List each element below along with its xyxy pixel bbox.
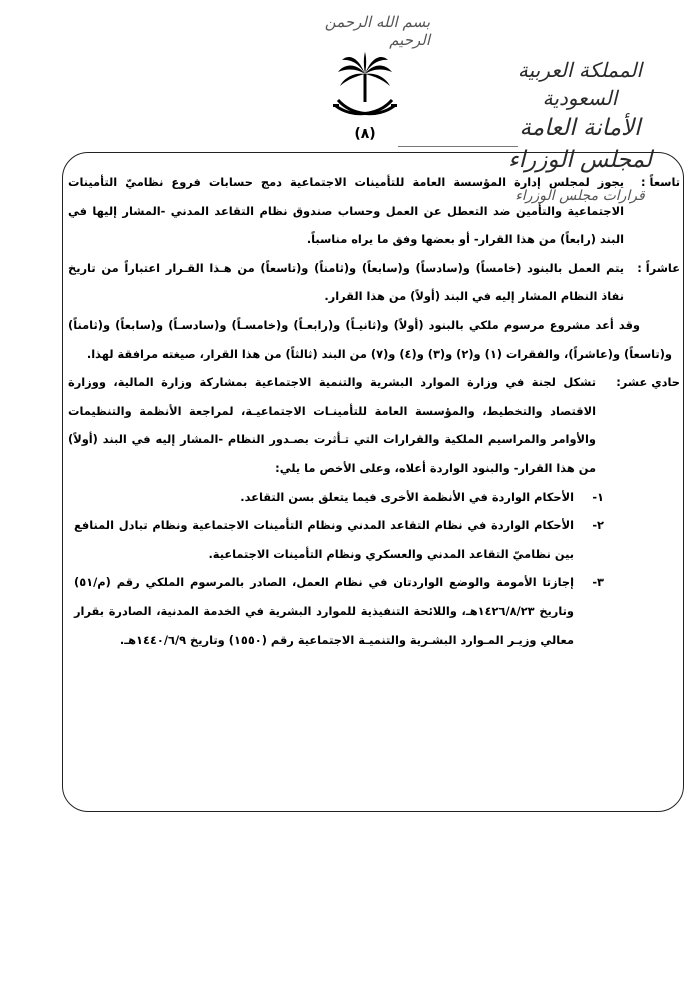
list-item-text: الأحكام الواردة في نظام التقاعد المدني ونظام التأمينات الاجتماعية ونظام تبادل المنافع بين نظاميّ التقاعد المدني والعسكري ونظام التأمينات الاجتماعية. <box>74 518 574 561</box>
list-item <box>68 568 604 654</box>
saudi-emblem-icon <box>330 52 400 126</box>
article-label: عاشراً : <box>637 260 680 275</box>
article-tenth <box>68 254 680 311</box>
list-item-number: ١- <box>592 489 604 504</box>
article-ninth <box>68 168 680 254</box>
list-item-number: ٣- <box>592 575 604 590</box>
list-item <box>68 483 604 512</box>
decision-body <box>68 168 680 654</box>
article-eleventh <box>68 368 680 482</box>
list-item-text: إجازتا الأمومة والوضع الواردتان في نظام العمل، الصادر بالمرسوم الملكي رقم (م/٥١) وتاريخ ١٤٢٦/٨/٢٣هـ، واللائحة التنفيذية للموارد البشرية في الخدمة المدنية، الصادرة بقرار معالي وزيـر المـوارد البشـرية والتنميـة الاجتماعية رقم (١٥٥٠) وتاريخ ١٤٤٠/٦/٩هـ. <box>74 575 574 647</box>
royal-decree-note: وقد أعد مشروع مرسوم ملكي بالبنود (أولاً) و(ثانيـاً) و(رابعـاً) و(خامسـاً) و(سادسـاً) و(سابعاً) و(ثامناً) و(تاسعاً) و(عاشراً)، والفقرات (١) و(٢) و(٣) و(٤) و(٧) من البند (ثالثاً) من هذا القرار، صيغته مرافقة لهذا. <box>68 317 672 361</box>
letterhead-rule <box>398 146 518 147</box>
list-item-number: ٢- <box>592 518 604 533</box>
article-text: يتم العمل بالبنود (خامساً) و(سادساً) و(سابعاً) و(ثامناً) و(تاسعاً) من هـذا القـرار اعتباراً من تاريخ نفاذ النظام المشار إليه في البند (أولاً) من هذا القرار. <box>68 260 624 304</box>
page-number: (٨) <box>354 126 376 142</box>
letterhead-secretariat: الأمانة العامة لمجلس الوزراء <box>507 115 653 173</box>
article-label: حادي عشر: <box>616 375 680 390</box>
letterhead-country: المملكة العربية السعودية <box>517 58 643 110</box>
article-text: تشكل لجنة في وزارة الموارد البشرية والتنمية الاجتماعية بمشاركة وزارة المالية، ووزارة الاقتصاد والتخطيط، والمؤسسة العامة للتأمينـات الاجتماعيـة، لمراجعة الأنظمة والتنظيمات والأوامر والمراسيم الملكية والقرارات التي تـأثرت بصـدور النظام -المشار إليه في البند (أولاً) من هذا القرار- والبنود الواردة أعلاه، وعلى الأخص ما يلي: <box>68 375 596 475</box>
article-label: تاسعاً : <box>641 175 680 189</box>
basmala-calligraphy: بسم الله الرحمن الرحيم <box>324 13 430 49</box>
list-item-text: الأحكام الواردة في الأنظمة الأخرى فيما يتعلق بسن التقاعد. <box>240 489 574 504</box>
article-text: يجوز لمجلس إدارة المؤسسة العامة للتأمينات الاجتماعية دمج حسابات فروع نظاميّ التأمينات الاجتماعية والتأمين ضد التعطل عن العمل وحساب صندوق نظام التقاعد المدني -المشار إليها في البند (رابعاً) من هذا القرار- أو بعضها وفق ما يراه مناسباً. <box>68 175 624 247</box>
list-item <box>68 511 604 568</box>
letterhead-decisions: قرارات مجلس الوزراء <box>515 188 645 204</box>
